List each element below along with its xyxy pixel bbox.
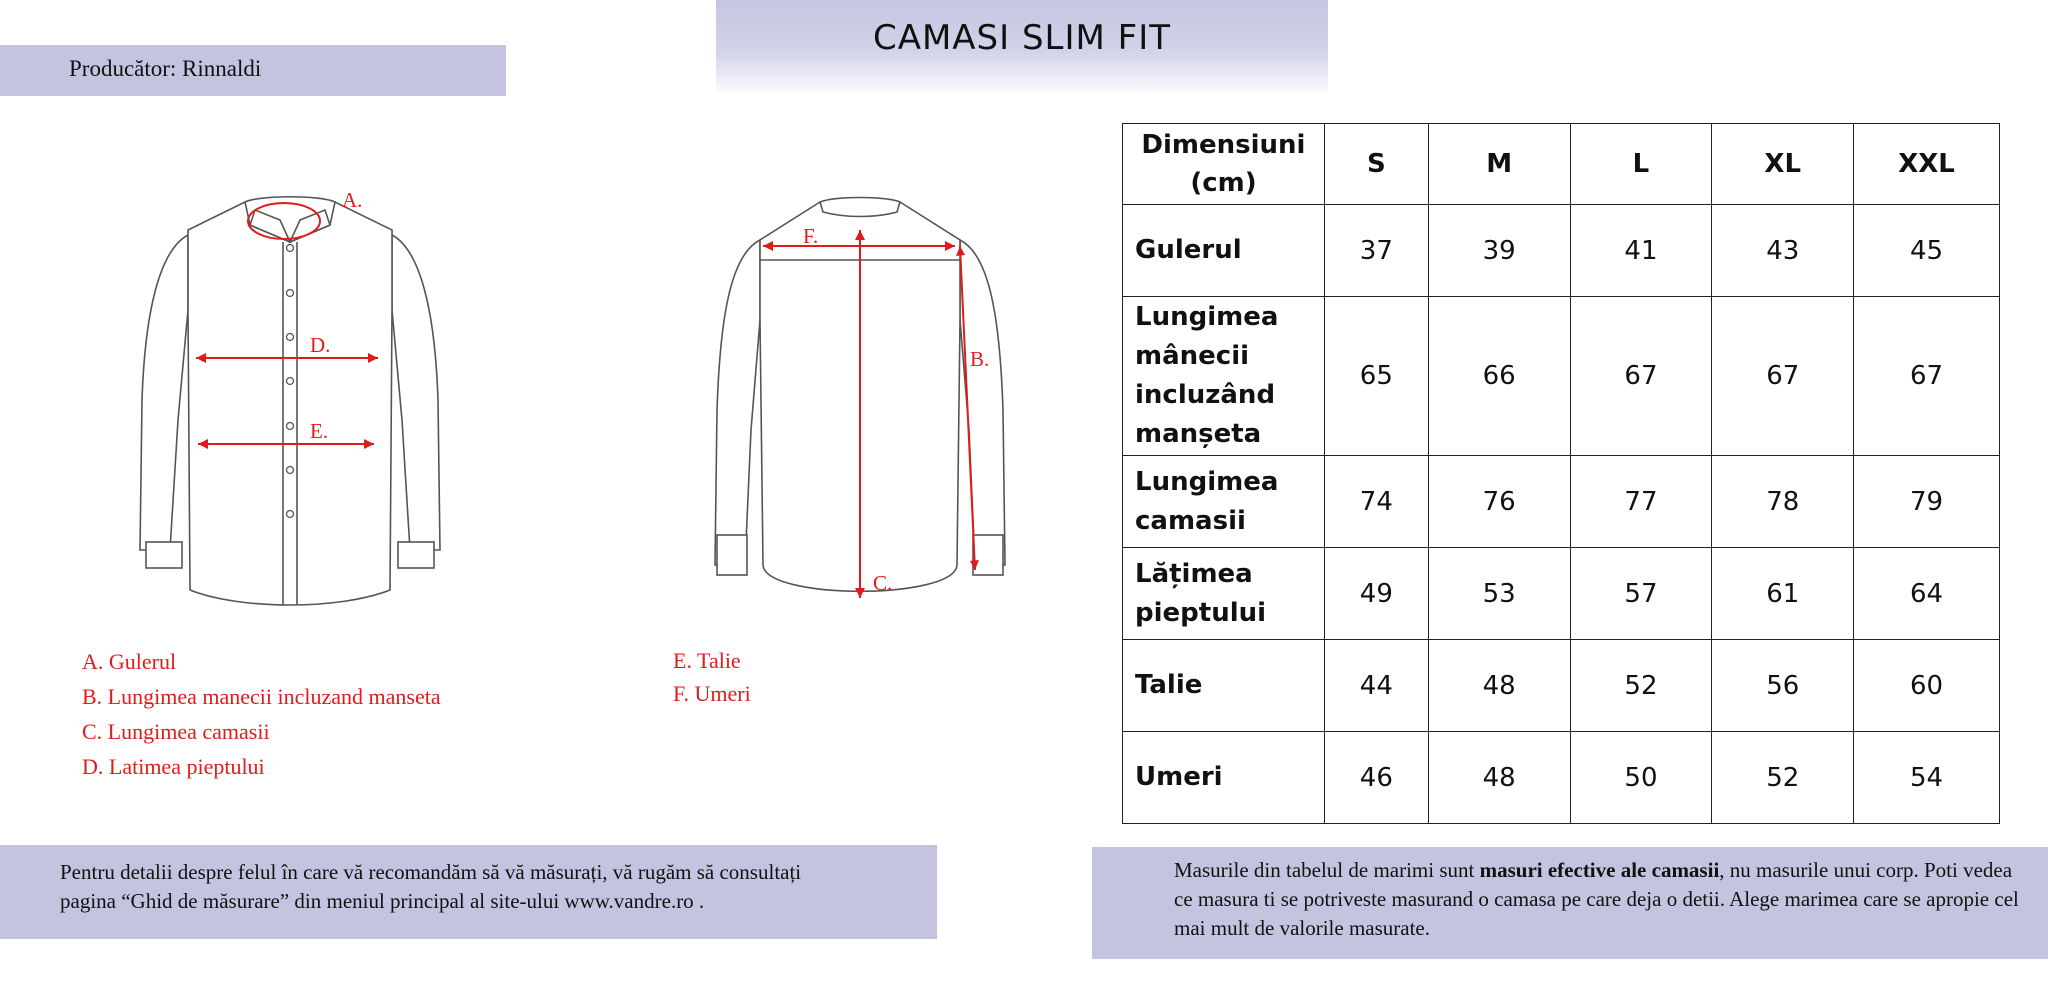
table-row	[1123, 456, 2000, 548]
legend-item: B. Lungimea manecii incluzand manseta	[82, 684, 441, 709]
table-cell: 61	[1712, 548, 1854, 640]
label-d: D.	[310, 333, 331, 357]
header-size: M	[1428, 124, 1570, 205]
shirt-back-drawing	[705, 190, 1015, 610]
legend-item: D. Latimea pieptului	[82, 754, 265, 779]
table-cell: 53	[1428, 548, 1570, 640]
table-cell: 67	[1712, 297, 1854, 456]
table-cell: 66	[1428, 297, 1570, 456]
front-left-sleeve	[140, 235, 188, 550]
back-collar	[820, 198, 900, 217]
row-label: Lățimea pieptului	[1123, 548, 1325, 640]
table-cell: 67	[1854, 297, 2000, 456]
table-cell: 44	[1324, 640, 1428, 732]
table-row	[1123, 548, 2000, 640]
row-label: Lungimea mânecii incluzând manșeta	[1123, 297, 1325, 456]
producer-bar	[0, 45, 506, 96]
table-cell: 41	[1570, 205, 1712, 297]
header-size: XL	[1712, 124, 1854, 205]
table-cell: 54	[1854, 732, 2000, 824]
table-cell: 74	[1324, 456, 1428, 548]
shirt-front-drawing	[130, 190, 450, 620]
back-left-sleeve	[715, 240, 760, 565]
note-left-line1: Pentru detalii despre felul în care vă recomandăm să vă măsurați, vă rugăm să consultați	[60, 860, 802, 884]
table-cell: 48	[1428, 732, 1570, 824]
label-e: E.	[310, 419, 329, 443]
measuring-guide-note	[0, 845, 937, 939]
legend-item: A. Gulerul	[82, 649, 177, 674]
back-left-cuff	[717, 535, 747, 575]
table-row	[1123, 297, 2000, 456]
header-size: XXL	[1854, 124, 2000, 205]
table-cell: 52	[1712, 732, 1854, 824]
table-cell: 49	[1324, 548, 1428, 640]
table-row	[1123, 732, 2000, 824]
table-cell: 43	[1712, 205, 1854, 297]
size-table	[1122, 123, 2000, 824]
legend-item: E. Talie	[673, 648, 741, 673]
legend-item: C. Lungimea camasii	[82, 719, 270, 744]
header-dimensions: Dimensiuni (cm)	[1123, 124, 1325, 205]
label-b: B.	[970, 347, 990, 371]
front-body	[188, 202, 392, 605]
table-cell: 57	[1570, 548, 1712, 640]
table-cell: 65	[1324, 297, 1428, 456]
table-cell: 39	[1428, 205, 1570, 297]
note-right-bold: masuri efective ale camasii	[1479, 858, 1720, 882]
table-row	[1123, 640, 2000, 732]
row-label: Lungimea camasii	[1123, 456, 1325, 548]
legend-right	[673, 644, 751, 710]
page-title: CAMASI SLIM FIT	[872, 18, 1172, 58]
legend-item: F. Umeri	[673, 681, 751, 706]
note-left-line2: pagina “Ghid de măsurare” din meniul principal al site-ului www.vandre.ro .	[60, 889, 705, 913]
table-cell: 50	[1570, 732, 1712, 824]
row-label: Gulerul	[1123, 205, 1325, 297]
table-cell: 48	[1428, 640, 1570, 732]
header-size: L	[1570, 124, 1712, 205]
table-cell: 77	[1570, 456, 1712, 548]
table-cell: 37	[1324, 205, 1428, 297]
legend-left	[82, 644, 441, 784]
row-label: Talie	[1123, 640, 1325, 732]
table-row	[1123, 205, 2000, 297]
back-right-cuff	[973, 535, 1003, 575]
label-c: C.	[873, 571, 893, 595]
actual-measurements-note	[1092, 847, 2048, 959]
front-left-cuff	[146, 542, 182, 568]
row-label: Umeri	[1123, 732, 1325, 824]
table-cell: 45	[1854, 205, 2000, 297]
table-header-row	[1123, 124, 2000, 205]
table-cell: 52	[1570, 640, 1712, 732]
header-size: S	[1324, 124, 1428, 205]
table-cell: 76	[1428, 456, 1570, 548]
front-right-sleeve	[392, 235, 440, 550]
producer-label: Producător: Rinnaldi	[69, 56, 262, 81]
label-f: F.	[803, 224, 819, 248]
table-cell: 60	[1854, 640, 2000, 732]
table-cell: 46	[1324, 732, 1428, 824]
table-cell: 64	[1854, 548, 2000, 640]
note-right-text-end: , nu masurile unui corp. Poti vedea ce masura ti se potriveste masurand o camasa pe care deja o detii. Alege marimea care se apropie cel mai mult de valorile masurate.	[1174, 858, 2019, 940]
note-right-text-start: Masurile din tabelul de marimi sunt	[1174, 858, 1480, 882]
table-cell: 79	[1854, 456, 2000, 548]
table-cell: 56	[1712, 640, 1854, 732]
label-a: A.	[342, 190, 363, 212]
table-cell: 78	[1712, 456, 1854, 548]
title-banner	[716, 0, 1328, 96]
table-cell: 67	[1570, 297, 1712, 456]
front-right-cuff	[398, 542, 434, 568]
